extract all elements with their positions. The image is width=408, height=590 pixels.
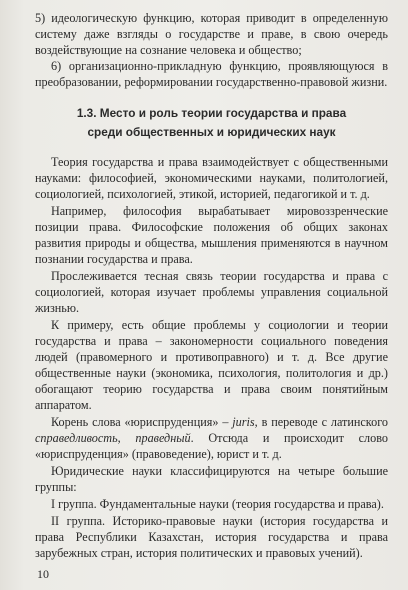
paragraph-ideological-function: 5) идеологическую функцию, которая приводит в определенную систему даже взгляды о государстве и праве, в свою очередь воздействующие на сознание человека и общество; (35, 11, 388, 57)
paragraph-interaction: Теория государства и права взаимодействует с общественными науками: философией, экономическими науками, политологией, социологией, психологией, этикой, историей, педагогикой и т. д. (35, 155, 388, 201)
etymology-text-c: . Отсюда и происходит слово «юриспруденция» (правоведение), юрист и т. д. (35, 431, 388, 461)
etymology-italic-meaning: справедливость, праведный (35, 431, 191, 445)
section-heading-line-1: 1.3. Место и роль теории государства и права (76, 106, 347, 120)
section-heading-line-2: среди общественных и юридических наук (87, 125, 336, 139)
etymology-text-a: Корень слова «юриспруденция» – (51, 415, 233, 429)
paragraph-group-2: II группа. Историко-правовые науки (история государства и права Республики Казахстан, история государства и права зарубежных стран, история политических и правовых учений). (35, 514, 388, 560)
etymology-latin-word: juris (232, 415, 255, 429)
paragraph-philosophy: Например, философия вырабатывает мировоззренческие позиции права. Философские положения об общих законах развития природы и общества, мышления применяются в научном познании государства и права. (35, 204, 388, 266)
section-body (35, 154, 388, 561)
paragraph-classification: Юридические науки классифицируются на четыре большие группы: (35, 464, 388, 494)
paragraph-etymology (35, 414, 388, 462)
section-heading (35, 104, 388, 142)
page-number: 10 (37, 567, 49, 581)
paragraph-sociology-link: Прослеживается тесная связь теории государства и права с социологией, которая изучает проблемы управления социальной жизнью. (35, 269, 388, 315)
paragraph-organizational-function: 6) организационно-прикладную функцию, проявляющуюся в преобразовании, реформировании государственно-правовой жизни. (35, 59, 388, 89)
paragraph-group-1: I группа. Фундаментальные науки (теория государства и права). (51, 497, 384, 511)
top-text-block (35, 10, 388, 90)
etymology-text-b: , в переводе с латинского (254, 415, 388, 429)
paragraph-common-problems: К примеру, есть общие проблемы у социологии и теории государства и права – закономерности социального поведения людей (правомерного и противоправного) и т. д. Все другие общественные науки (экономика, психология, политология и др.) обогащают теорию государства и права своим понятийным аппаратом. (35, 318, 388, 412)
